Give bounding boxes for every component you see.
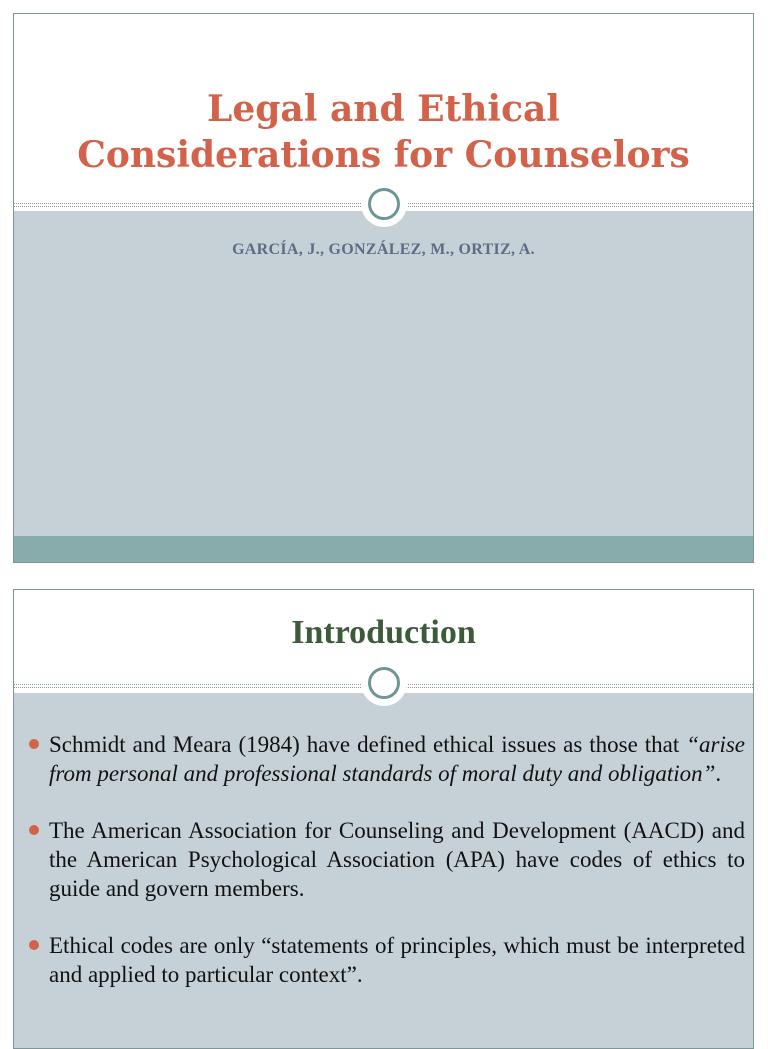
bullet-text: Ethical codes are only “statements of principles, which must be interpreted and applied to particular context”. bbox=[49, 933, 745, 987]
section-title: Introduction bbox=[291, 614, 476, 651]
slide-title-line-1: Legal and Ethical bbox=[207, 88, 560, 130]
introduction-slide bbox=[13, 589, 754, 1049]
authors-subtitle: GARCÍA, J., GONZÁLEZ, M., ORTIZ, A. bbox=[232, 241, 535, 258]
slide-body bbox=[14, 693, 753, 1048]
bullet-dot-icon bbox=[29, 940, 39, 950]
bullet-item bbox=[14, 816, 753, 903]
circle-ornament-icon bbox=[361, 660, 407, 706]
circle-ornament-icon bbox=[361, 181, 407, 227]
slide-title-line-2: Considerations for Counselors bbox=[77, 134, 690, 176]
bullet-text: The American Association for Counseling and Development (AACD) and the American Psychological Association (APA) have codes of ethics to guide and govern members. bbox=[49, 818, 745, 901]
footer-band bbox=[14, 536, 753, 562]
title-slide bbox=[13, 13, 754, 563]
bullet-text-end: . bbox=[715, 761, 722, 786]
bullet-quote: “arise from personal and professional standards of moral duty and obligation” bbox=[49, 732, 745, 786]
bullet-list bbox=[14, 730, 753, 1017]
bullet-item bbox=[14, 931, 753, 989]
bullet-text: Schmidt and Meara (1984) have defined ethical issues as those that bbox=[49, 732, 687, 757]
bullet-item bbox=[14, 730, 753, 788]
bullet-dot-icon bbox=[29, 825, 39, 835]
title-area bbox=[14, 14, 753, 204]
slide-body bbox=[14, 211, 753, 562]
bullet-dot-icon bbox=[29, 739, 39, 749]
slide-title bbox=[14, 86, 753, 178]
